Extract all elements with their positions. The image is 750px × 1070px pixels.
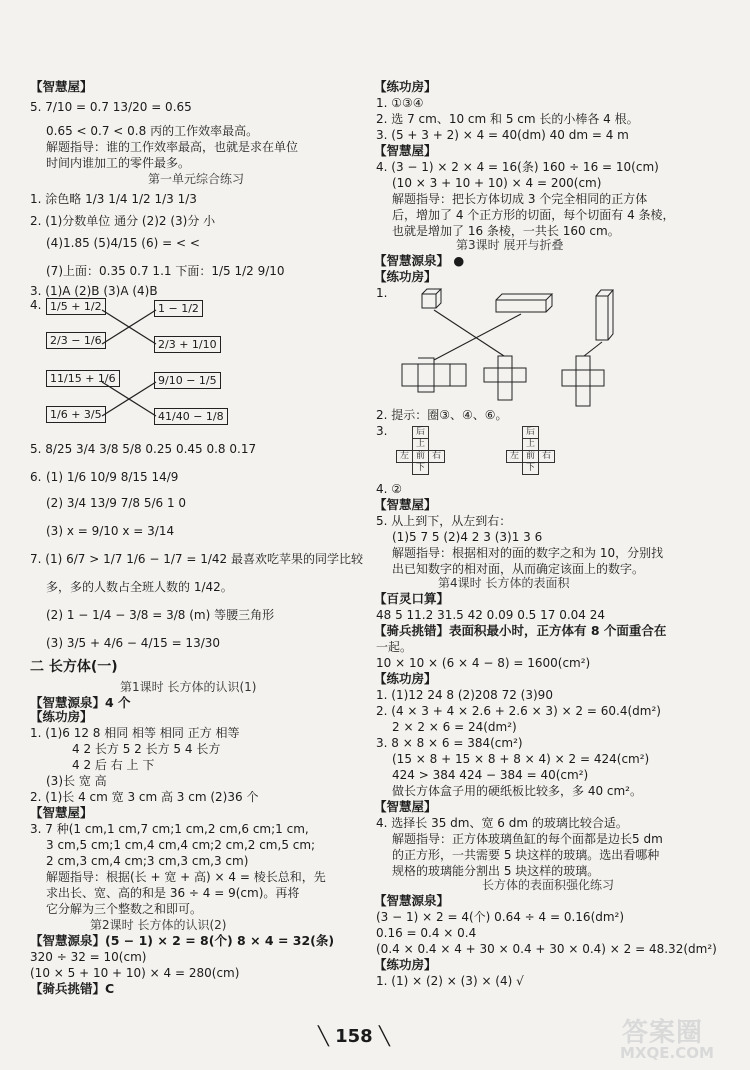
net-cell: 上 <box>523 439 539 451</box>
answer-line: 3 cm,5 cm;1 cm,4 cm,4 cm;2 cm,2 cm,5 cm; <box>46 838 316 852</box>
answer-line: (3) 3/5 + 4/6 − 4/15 = 13/30 <box>46 636 221 650</box>
section-heading: 【百灵口算】 <box>374 591 450 606</box>
answer-line: (2) 3/4 13/9 7/8 5/6 1 0 <box>46 496 187 510</box>
answer-line: 0.65 < 0.7 < 0.8 丙的工作效率最高。 <box>46 124 259 138</box>
match-box: 11/15 + 1/6 <box>46 370 120 387</box>
match-box: 41/40 − 1/8 <box>154 408 228 425</box>
net-cell: 右 <box>429 451 445 463</box>
net-cell: 右 <box>539 451 555 463</box>
match-box: 2/3 + 1/10 <box>154 336 221 353</box>
answer-line: (10 × 5 + 10 + 10) × 4 = 280(cm) <box>30 966 240 980</box>
answer-line: (7)上面：0.35 0.7 1.1 下面：1/5 1/2 9/10 <box>46 264 285 278</box>
answer-line: 2. (1)长 4 cm 宽 3 cm 高 3 cm (2)36 个 <box>30 790 259 804</box>
answer-line: 解题指导：把长方体切成 3 个完全相同的正方体 <box>392 192 648 206</box>
section-heading: 【练功房】 <box>374 671 437 686</box>
answer-line: 2. (1)分数单位 通分 (2)2 (3)分 小 <box>30 214 216 228</box>
answer-line: (3 − 1) × 2 = 4(个) 0.64 ÷ 4 = 0.16(dm²) <box>376 910 625 924</box>
section-heading: 【智慧屋】 <box>30 805 93 820</box>
section-heading: 【智慧源泉】 ● <box>374 253 465 268</box>
cube-net-grid <box>506 426 555 475</box>
lesson-title: 第2课时 长方体的认识(2) <box>90 918 227 932</box>
net-cell: 后 <box>413 427 429 439</box>
section-heading: 【练功房】 <box>374 79 437 94</box>
section-heading: 【练功房】 <box>374 957 437 972</box>
answer-line: 48 5 11.2 31.5 42 0.09 0.5 17 0.04 24 <box>376 608 606 622</box>
answer-line: 规格的玻璃能分割出 5 块这样的玻璃。 <box>392 864 600 878</box>
watermark-logo: 答案圈 <box>622 1018 704 1048</box>
section-heading: 【智慧屋】 <box>374 143 437 158</box>
answer-line: (4)1.85 (5)4/15 (6) = < < <box>46 236 200 250</box>
section-heading: 【骑兵挑错】C <box>30 981 115 996</box>
answer-line: 7. (1) 6/7 > 1/7 1/6 − 1/7 = 1/42 最喜欢吃苹果的同学比较 <box>30 552 363 566</box>
answer-line: 5. 7/10 = 0.7 13/20 = 0.65 <box>30 100 192 114</box>
match-box: 1/6 + 3/5 <box>46 406 106 423</box>
answer-line: 2. (4 × 3 + 4 × 2.6 + 2.6 × 3) × 2 = 60.4(dm²) <box>376 704 661 718</box>
answer-line: 2 × 2 × 6 = 24(dm²) <box>392 720 517 734</box>
answer-line: (2) 1 − 1/4 − 3/8 = 3/8 (m) 等腰三角形 <box>46 608 275 622</box>
answer-line: 求出长、宽、高的和是 36 ÷ 4 = 9(cm)。再将 <box>46 886 300 900</box>
answer-line: 4. ② <box>376 482 403 496</box>
answer-line: 3. (1)A (2)B (3)A (4)B <box>30 284 158 298</box>
answer-line: 的正方形，一共需要 5 块这样的玻璃。选出看哪种 <box>392 848 660 862</box>
answer-line: (10 × 3 + 10 + 10) × 4 = 200(cm) <box>392 176 602 190</box>
net-cell: 后 <box>523 427 539 439</box>
lesson-title: 第一单元综合练习 <box>148 172 245 186</box>
match-box: 2/3 − 1/6 <box>46 332 106 349</box>
answer-line: 3. <box>376 424 388 438</box>
answer-line: 4 2 后 右 上 下 <box>72 758 155 772</box>
answer-line: 解题指导：根据(长 + 宽 + 高) × 4 = 棱长总和，先 <box>46 870 326 884</box>
answer-line: 它分解为三个整数之和即可。 <box>46 902 203 916</box>
answer-line: 4. (3 − 1) × 2 × 4 = 16(条) 160 ÷ 16 = 10(cm) <box>376 160 659 174</box>
answer-line: 0.16 = 0.4 × 0.4 <box>376 926 477 940</box>
answer-line: 1. 涂色略 1/3 1/4 1/2 1/3 1/3 <box>30 192 197 206</box>
lesson-title: 长方体的表面积强化练习 <box>482 878 615 892</box>
answer-line: 10 × 10 × (6 × 4 − 8) = 1600(cm²) <box>376 656 591 670</box>
section-heading: 【骑兵挑错】表面积最小时，正方体有 8 个面重合在 <box>374 623 667 638</box>
matching-lines <box>100 300 160 430</box>
watermark-url: MXQE.COM <box>620 1044 714 1062</box>
net-cell: 上 <box>413 439 429 451</box>
answer-line: 3. 8 × 8 × 6 = 384(cm²) <box>376 736 523 750</box>
answer-line: (1)5 7 5 (2)4 2 3 (3)1 3 6 <box>392 530 543 544</box>
lesson-title: 第1课时 长方体的认识(1) <box>120 680 257 694</box>
answer-line: 5. 8/25 3/4 3/8 5/8 0.25 0.45 0.8 0.17 <box>30 442 257 456</box>
answer-line: 2 cm,3 cm,4 cm;3 cm,3 cm,3 cm) <box>46 854 249 868</box>
answer-line: 1. <box>376 286 388 300</box>
answer-line: 后，增加了 4 个正方形的切面，每个切面有 4 条棱， <box>392 208 675 222</box>
net-cell: 前 <box>413 451 429 463</box>
answer-line: 1. ①③④ <box>376 96 424 110</box>
answer-line: 时间内谁加工的零件最多。 <box>46 156 191 170</box>
answer-line: 一起。 <box>376 640 413 654</box>
answer-line: 1. (1)12 24 8 (2)208 72 (3)90 <box>376 688 553 702</box>
lesson-title: 第3课时 展开与折叠 <box>456 238 564 252</box>
answer-line: 【智慧源泉】(5 − 1) × 2 = 8(个) 8 × 4 = 32(条) <box>30 933 335 948</box>
answer-line: 3. 7 种(1 cm,1 cm,7 cm;1 cm,2 cm,6 cm;1 cm, <box>30 822 309 836</box>
net-cell: 下 <box>523 463 539 475</box>
net-cell: 前 <box>523 451 539 463</box>
answer-line: (1) 1/6 10/9 8/15 14/9 <box>46 470 179 484</box>
net-matching-diagram <box>394 282 624 412</box>
answer-line: 320 ÷ 32 = 10(cm) <box>30 950 147 964</box>
section-heading: 【练功房】 <box>374 269 437 284</box>
answer-line: 6. <box>30 470 42 484</box>
answer-line: 做长方体盒子用的硬纸板比较多，多 40 cm²。 <box>392 784 642 798</box>
answer-line: 4 2 长方 5 2 长方 5 4 长方 <box>72 742 221 756</box>
lesson-title: 第4课时 长方体的表面积 <box>438 576 570 590</box>
answer-line: 解题指导：正方体玻璃鱼缸的每个面都是边长5 dm <box>392 832 663 846</box>
net-cell: 左 <box>507 451 523 463</box>
match-box: 9/10 − 1/5 <box>154 372 221 389</box>
answer-line: 2. 选 7 cm、10 cm 和 5 cm 长的小棒各 4 根。 <box>376 112 639 126</box>
answer-line: 3. (5 + 3 + 2) × 4 = 40(dm) 40 dm = 4 m <box>376 128 629 142</box>
answer-line: 多，多的人数占全班人数的 1/42。 <box>46 580 233 594</box>
answer-line: 解题指导：谁的工作效率最高，也就是求在单位 <box>46 140 299 154</box>
net-cell: 下 <box>413 463 429 475</box>
answer-line: 2. 提示：圈③、④、⑥。 <box>376 408 508 422</box>
answer-line: 也就是增加了 16 条棱，一共长 160 cm。 <box>392 224 620 238</box>
unit-title: 二 长方体(一) <box>30 659 118 675</box>
answer-line: 5. 从上到下，从左到右： <box>376 514 512 528</box>
answer-line: 4. 选择长 35 dm、宽 6 dm 的玻璃比较合适。 <box>376 816 628 830</box>
section-heading: 【练功房】 <box>30 709 93 724</box>
page-number: ╲ 158 ╲ <box>318 1026 390 1047</box>
net-cell: 左 <box>397 451 413 463</box>
answer-line: 解题指导：根据相对的面的数字之和为 10，分别找 <box>392 546 664 560</box>
section-heading: 【智慧源泉】 <box>374 893 450 908</box>
answer-line: (0.4 × 0.4 × 4 + 30 × 0.4 + 30 × 0.4) × 2 = 48.32(dm²) <box>376 942 717 956</box>
answer-line: 4. <box>30 298 42 312</box>
answer-line: (3)长 宽 高 <box>46 774 107 788</box>
match-box: 1/5 + 1/2 <box>46 298 106 315</box>
answer-line: (3) x = 9/10 x = 3/14 <box>46 524 175 538</box>
answer-line: 1. (1) × (2) × (3) × (4) √ <box>376 974 524 988</box>
answer-line: 424 > 384 424 − 384 = 40(cm²) <box>392 768 589 782</box>
answer-line: 出已知数字的相对面，从而确定该面上的数字。 <box>392 562 645 576</box>
answer-line: (15 × 8 + 15 × 8 + 8 × 4) × 2 = 424(cm²) <box>392 752 650 766</box>
section-heading: 【智慧屋】 <box>30 79 93 94</box>
section-heading: 【智慧屋】 <box>374 497 437 512</box>
answer-line: 1. (1)6 12 8 相同 相等 相同 正方 相等 <box>30 726 240 740</box>
section-heading: 【智慧源泉】4 个 <box>30 695 131 710</box>
cube-net-grid <box>396 426 461 475</box>
section-heading: 【智慧屋】 <box>374 799 437 814</box>
match-box: 1 − 1/2 <box>154 300 203 317</box>
